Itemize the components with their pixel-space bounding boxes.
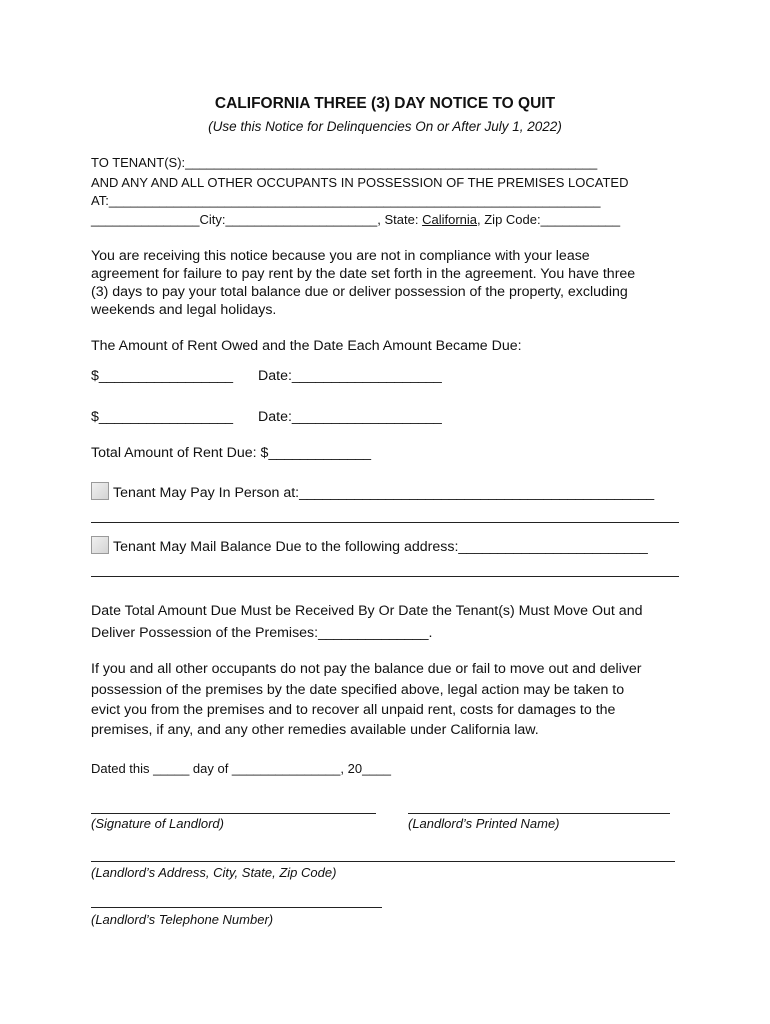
deadline-line: Date Total Amount Due Must be Received By Or Date the Tenant(s) Must Move Out and [91, 603, 643, 619]
deadline-date-field[interactable]: Deliver Possession of the Premises:______________. [91, 625, 433, 641]
legal-line: If you and all other occupants do not pay the balance due or fail to move out and deliver [91, 661, 642, 677]
legal-line: evict you from the premises and to recover all unpaid rent, costs for damages to the [91, 702, 616, 718]
mail-payment-label: Tenant May Mail Balance Due to the following address:________________________ [113, 539, 648, 555]
document-subtitle: (Use this Notice for Delinquencies On or After July 1, 2022) [208, 119, 562, 134]
landlord-phone-label: (Landlord’s Telephone Number) [91, 912, 274, 927]
in-person-address-line[interactable] [91, 522, 679, 523]
pay-in-person-checkbox[interactable] [91, 482, 109, 500]
rent-amount-field[interactable]: $_________________ [91, 368, 234, 384]
address-line[interactable] [91, 213, 620, 226]
landlord-address-line[interactable] [91, 861, 675, 862]
legal-line: possession of the premises by the date specified above, legal action may be taken to [91, 682, 625, 698]
rent-heading: The Amount of Rent Owed and the Date Each Amount Became Due: [91, 338, 522, 354]
rent-date-field[interactable]: Date:___________________ [258, 409, 442, 425]
landlord-phone-line[interactable] [91, 907, 382, 908]
dated-field[interactable]: Dated this _____ day of _______________, 20____ [91, 761, 391, 776]
landlord-printed-name-label: (Landlord’s Printed Name) [408, 816, 560, 831]
pay-in-person-option[interactable] [91, 482, 654, 500]
intro-line: You are receiving this notice because you are not in compliance with your lease [91, 248, 590, 264]
intro-line: (3) days to pay your total balance due or deliver possession of the property, excluding [91, 284, 628, 300]
occupants-line: AND ANY AND ALL OTHER OCCUPANTS IN POSSESSION OF THE PREMISES LOCATED [91, 175, 629, 190]
landlord-signature-line[interactable] [91, 813, 376, 814]
mail-payment-option[interactable] [91, 536, 648, 554]
document-title: CALIFORNIA THREE (3) DAY NOTICE TO QUIT [214, 95, 556, 112]
total-rent-due-field[interactable]: Total Amount of Rent Due: $_____________ [91, 445, 372, 461]
landlord-address-label: (Landlord’s Address, City, State, Zip Code) [91, 865, 337, 880]
tenant-field[interactable]: TO TENANT(S):_________________________________________________________ [91, 155, 598, 170]
premises-at-field[interactable]: AT:____________________________________________________________________ [91, 193, 601, 208]
intro-line: agreement for failure to pay rent by the date set forth in the agreement. You have three [91, 266, 636, 282]
address-city-label: _______________City:_____________________, State: [91, 212, 423, 227]
pay-in-person-label: Tenant May Pay In Person at:_____________________________________________ [113, 485, 655, 501]
rent-amount-field[interactable]: $_________________ [91, 409, 234, 425]
intro-line: weekends and legal holidays. [91, 302, 277, 318]
rent-date-field[interactable]: Date:___________________ [258, 368, 442, 384]
landlord-signature-label: (Signature of Landlord) [91, 816, 224, 831]
legal-line: premises, if any, and any other remedies available under California law. [91, 722, 539, 738]
mail-payment-checkbox[interactable] [91, 536, 109, 554]
landlord-printed-name-line[interactable] [408, 813, 670, 814]
zip-label: , Zip Code:___________ [477, 212, 621, 227]
state-value: California [422, 212, 478, 227]
mail-address-line[interactable] [91, 576, 679, 577]
